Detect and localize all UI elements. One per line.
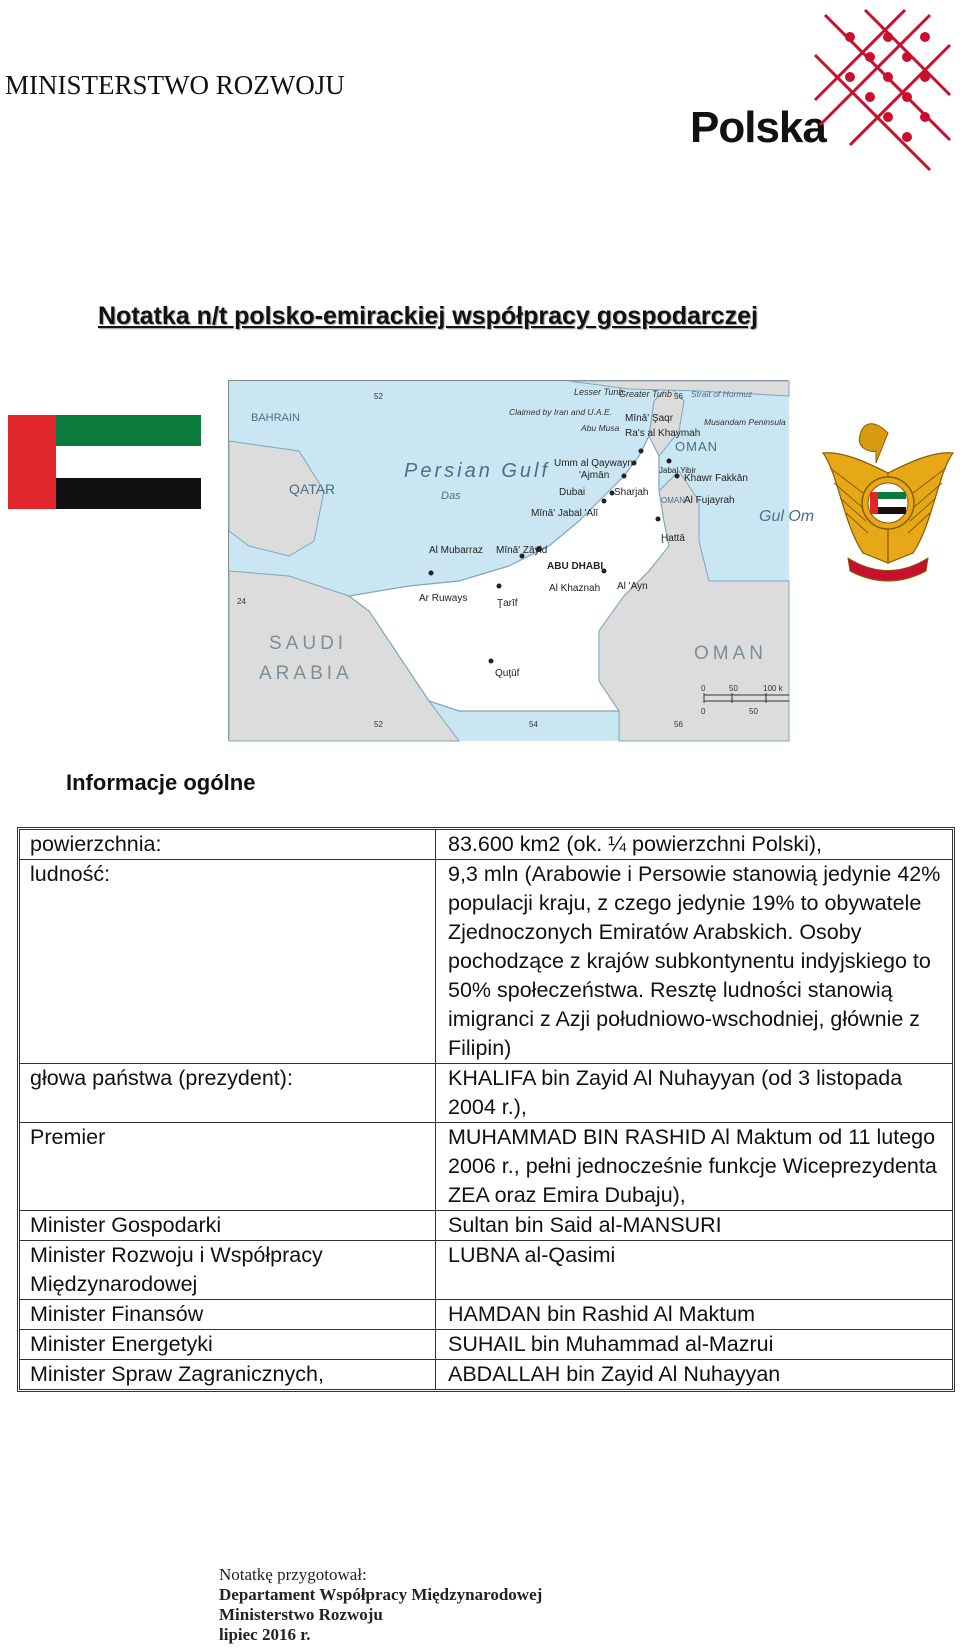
svg-text:0: 0 — [701, 707, 706, 716]
svg-text:Ra's al Khaymah: Ra's al Khaymah — [625, 428, 701, 439]
polska-logo-mark-icon — [810, 5, 955, 180]
row-label: głowa państwa (prezydent): — [20, 1064, 436, 1123]
row-label: Minister Spraw Zagranicznych, — [20, 1360, 436, 1389]
row-value: SUHAIL bin Muhammad al-Mazrui — [436, 1330, 952, 1360]
table-row — [20, 1064, 952, 1123]
polska-logo-text: Polska — [690, 103, 826, 152]
svg-text:ARABIA: ARABIA — [259, 663, 353, 684]
row-value: Sultan bin Said al-MANSURI — [436, 1211, 952, 1241]
row-value: 9,3 mln (Arabowie i Persowie stanowią jedynie 42% populacji kraju, z czego jedynie 19% to obywatele Zjednoczonych Emiratów Arabskich. Osoby pochodzące z krajów subkontynentu indyjskiego to 50% społeczeństwa. Resztę ludności stanowią imigranci z Azji południowo-wschodniej, głównie z Filipin) — [436, 860, 952, 1064]
footer-ministry: Ministerstwo Rozwoju — [219, 1605, 383, 1624]
row-value: LUBNA al-Qasimi — [436, 1241, 952, 1300]
uae-emblem-icon — [818, 413, 958, 585]
svg-text:OMAN: OMAN — [694, 643, 767, 664]
table-row — [20, 1123, 952, 1211]
svg-text:100 k: 100 k — [763, 684, 783, 693]
svg-text:Al 'Ayn: Al 'Ayn — [617, 581, 648, 592]
flag-white-band — [56, 446, 201, 478]
ministry-header: MINISTERSTWO ROZWOJU — [5, 70, 345, 100]
table-row — [20, 1241, 952, 1300]
svg-text:Musandam Peninsula: Musandam Peninsula — [704, 417, 786, 427]
row-value: ABDALLAH bin Zayid Al Nuhayyan — [448, 1362, 781, 1386]
table-row — [20, 1360, 952, 1389]
row-label: Premier — [20, 1123, 436, 1211]
svg-text:Jabal Yibir: Jabal Yibir — [659, 466, 696, 475]
uae-map — [228, 380, 815, 740]
table-row — [20, 830, 952, 860]
svg-text:Das: Das — [441, 490, 461, 502]
table-row — [20, 860, 952, 1064]
svg-text:BAHRAIN: BAHRAIN — [251, 412, 300, 424]
table-row — [20, 1300, 952, 1330]
svg-text:Persian Gulf: Persian Gulf — [404, 460, 551, 482]
svg-text:Al Fujayrah: Al Fujayrah — [684, 495, 735, 506]
svg-text:ABU DHABI: ABU DHABI — [547, 561, 604, 572]
row-value: 83.600 km2 (ok. ¼ powierzchni Polski), — [436, 830, 952, 860]
footer-prepared-by: Notatkę przygotował: — [219, 1565, 367, 1584]
svg-text:Greater Tunb: Greater Tunb — [619, 389, 672, 399]
row-label: powierzchnia: — [20, 830, 436, 860]
uae-flag — [8, 415, 201, 509]
svg-text:Mīnā' Zāyid: Mīnā' Zāyid — [496, 545, 548, 556]
footer-date: lipiec 2016 r. — [219, 1625, 311, 1644]
svg-text:'Ajmān: 'Ajmān — [579, 470, 610, 481]
svg-text:50: 50 — [729, 684, 738, 693]
flag-green-band — [56, 415, 201, 446]
table-row — [20, 1330, 952, 1360]
svg-text:Mīnā' Şaqr: Mīnā' Şaqr — [625, 413, 674, 424]
svg-text:56: 56 — [674, 720, 683, 729]
row-label: Minister Finansów — [20, 1300, 436, 1330]
svg-text:OMAN: OMAN — [675, 439, 718, 454]
svg-text:Quţūf: Quţūf — [495, 668, 520, 679]
svg-text:54: 54 — [529, 720, 538, 729]
svg-text:52: 52 — [374, 392, 383, 401]
svg-text:SAUDI: SAUDI — [269, 633, 348, 654]
table-row — [20, 1211, 952, 1241]
svg-text:56: 56 — [674, 392, 683, 401]
row-label: Minister Energetyki — [20, 1330, 436, 1360]
svg-text:52: 52 — [374, 720, 383, 729]
svg-text:OMAN: OMAN — [661, 496, 685, 505]
svg-text:Ar Ruways: Ar Ruways — [419, 593, 468, 604]
footer-department: Departament Współpracy Międzynarodowej — [219, 1585, 543, 1604]
footer — [219, 1565, 542, 1645]
svg-text:Gul Om: Gul Om — [759, 508, 815, 525]
svg-text:Abu Musa: Abu Musa — [581, 423, 620, 433]
page-title: Notatka n/t polsko-emirackiej współpracy gospodarczej — [98, 302, 758, 330]
row-value: MUHAMMAD BIN RASHID Al Maktum od 11 lutego 2006 r., pełni jednocześnie funkcje Wiceprezydenta ZEA oraz Emira Dubaju), — [436, 1123, 952, 1211]
info-table — [17, 827, 955, 1392]
svg-text:Al Khaznah: Al Khaznah — [549, 583, 601, 594]
row-label: Minister Gospodarki — [20, 1211, 436, 1241]
svg-text:Dubai: Dubai — [559, 487, 586, 498]
svg-text:Lesser Tunb: Lesser Tunb — [574, 387, 624, 397]
svg-text:QATAR: QATAR — [289, 481, 336, 497]
flag-red-band — [8, 415, 56, 509]
svg-text:Sharjah: Sharjah — [614, 487, 649, 498]
row-value: KHALIFA bin Zayid Al Nuhayyan (od 3 listopada 2004 r.), — [436, 1064, 952, 1123]
row-label: Minister Rozwoju i Współpracy Międzynarodowej — [20, 1241, 436, 1300]
section-heading: Informacje ogólne — [66, 770, 256, 795]
svg-text:Umm al Qaywayn: Umm al Qaywayn — [554, 458, 633, 469]
row-value: HAMDAN bin Rashid Al Maktum — [436, 1300, 952, 1330]
svg-text:Al Mubarraz: Al Mubarraz — [429, 545, 483, 556]
polska-logo — [690, 5, 955, 185]
svg-text:Strait of Hormuz: Strait of Hormuz — [691, 389, 753, 399]
svg-text:Claimed by Iran and U.A.E.: Claimed by Iran and U.A.E. — [509, 407, 612, 417]
flag-black-band — [56, 478, 201, 509]
svg-text:50: 50 — [749, 707, 758, 716]
svg-text:24: 24 — [237, 597, 246, 606]
svg-text:Khawr Fakkān: Khawr Fakkān — [684, 473, 748, 484]
svg-text:0: 0 — [701, 684, 706, 693]
svg-text:Ţarīf: Ţarīf — [497, 598, 518, 609]
svg-text:Mīnā' Jabal 'Alī: Mīnā' Jabal 'Alī — [531, 508, 599, 519]
svg-text:Ḩattā: Ḩattā — [661, 533, 685, 544]
row-label: ludność: — [20, 860, 436, 1064]
